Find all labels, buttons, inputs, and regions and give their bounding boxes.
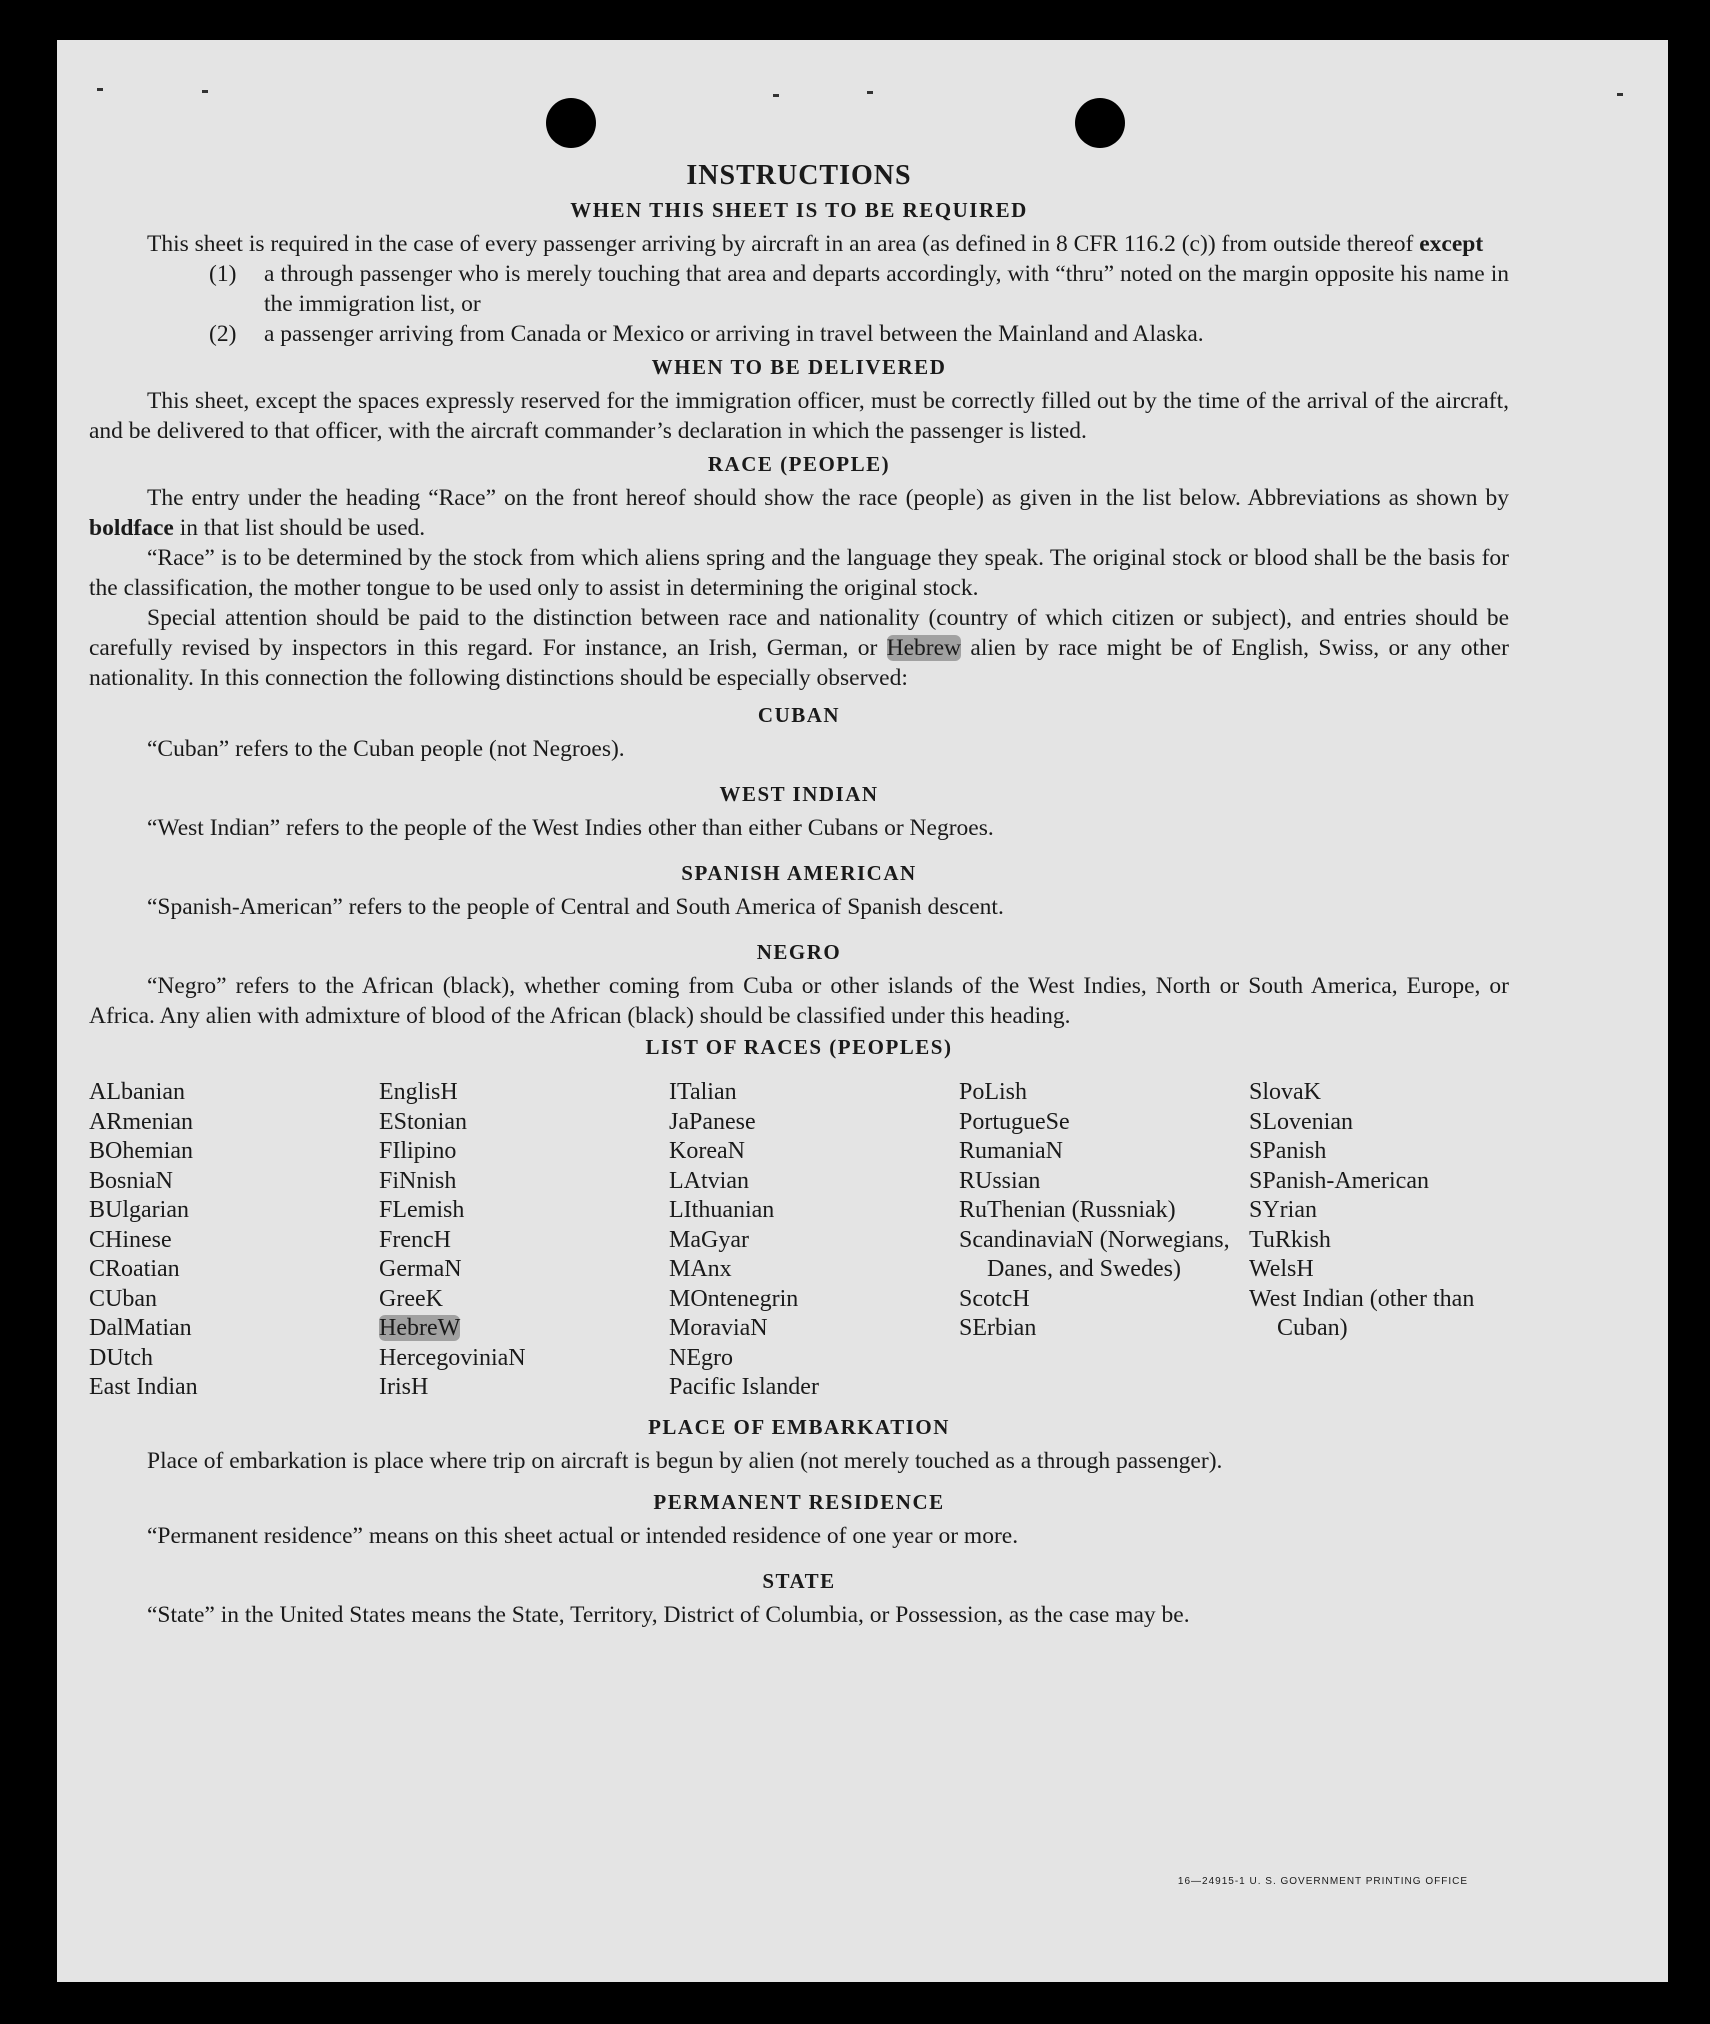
paragraph xyxy=(89,483,1509,543)
race-entry: RUssian xyxy=(959,1167,1041,1194)
race-entry: Pacific Islander xyxy=(669,1374,819,1400)
race-entry: RumaniaN xyxy=(959,1138,1063,1164)
text: This sheet is required in the case of every passenger arriving by aircraft in an area (as defined in 8 CFR 116.2 (c)) from outside thereof xyxy=(147,231,1420,257)
section-heading: STATE xyxy=(762,1568,836,1593)
race-entry: CHinese xyxy=(89,1226,172,1253)
speck xyxy=(773,94,779,97)
race-entry: NEgro xyxy=(669,1344,733,1371)
race-entry: IrisH xyxy=(379,1374,429,1400)
document-page xyxy=(57,40,1668,1982)
speck xyxy=(202,90,208,93)
race-entry: East Indian xyxy=(89,1374,198,1400)
race-entry: HercegoviniaN xyxy=(379,1344,526,1371)
smudged-word: HebreW xyxy=(379,1315,461,1341)
paragraph xyxy=(89,603,1509,693)
section-heading: WEST INDIAN xyxy=(719,782,879,806)
race-column xyxy=(89,1078,379,1403)
paragraph: This sheet, except the spaces expressly reserved for the immigration officer, must be correctly filled out by the time of the arrival of the aircraft, and be delivered to that officer, with the aircraft commander’s declaration in which the passenger is listed. xyxy=(89,388,1509,444)
race-entry: RuThenian (Russniak) xyxy=(959,1197,1176,1223)
text: Special attention should be paid to the distinction between race and nationality (country of which citizen or subject), and entries should be carefully revised by inspectors in this regard. For instance, an Irish, German, or xyxy=(89,605,1509,661)
section-heading: NEGRO xyxy=(756,940,842,964)
race-entry: SPanish xyxy=(1249,1138,1327,1164)
race-entry xyxy=(379,1314,669,1344)
race-entry: MOntenegrin xyxy=(669,1285,799,1312)
speck xyxy=(97,88,103,91)
paragraph: “Spanish-American” refers to the people of Central and South America of Spanish descent. xyxy=(147,894,1004,920)
item-number: (1) xyxy=(209,261,237,287)
paragraph: “Negro” refers to the African (black), whether coming from Cuba or other islands of the West Indies, North or South America, Europe, or Africa. Any alien with admixture of blood of the African (black) should be classified under this heading. xyxy=(89,973,1509,1029)
section-heading: PLACE OF EMBARKATION xyxy=(648,1414,950,1439)
page-title: INSTRUCTIONS xyxy=(686,160,912,191)
paragraph: “State” in the United States means the State, Territory, District of Columbia, or Possession, as the case may be. xyxy=(147,1601,1190,1628)
race-entry: TuRkish xyxy=(1249,1226,1331,1253)
paragraph: “West Indian” refers to the people of the West Indies other than either Cubans or Negroes. xyxy=(147,815,994,841)
item-text: a passenger arriving from Canada or Mexico or arriving in travel between the Mainland and Alaska. xyxy=(264,321,1204,347)
paragraph: Place of embarkation is place where trip on aircraft is begun by alien (not merely touched as a through passenger). xyxy=(147,1447,1223,1474)
race-entry: GreeK xyxy=(379,1285,443,1312)
race-column xyxy=(1249,1078,1509,1403)
speck xyxy=(1617,93,1623,96)
paragraph: “Cuban” refers to the Cuban people (not Negroes). xyxy=(147,736,625,762)
section-heading: RACE (PEOPLE) xyxy=(707,452,891,476)
race-entry: SErbian xyxy=(959,1315,1037,1341)
list-item xyxy=(89,259,1509,319)
paragraph xyxy=(89,229,1509,259)
race-entry: SYrian xyxy=(1249,1197,1317,1223)
race-entry: MoraviaN xyxy=(669,1315,768,1341)
race-entry: MAnx xyxy=(669,1256,732,1282)
race-entry: EStonian xyxy=(379,1108,467,1135)
race-entry: ARmenian xyxy=(89,1108,193,1135)
race-entry: EnglisH xyxy=(379,1079,458,1105)
punch-hole-right xyxy=(1075,98,1125,148)
list-heading: LIST OF RACES (PEOPLES) xyxy=(645,1035,953,1059)
race-entry: SLovenian xyxy=(1249,1108,1353,1135)
race-entry: West Indian (other than Cuban) xyxy=(1249,1285,1475,1341)
races-list xyxy=(89,1078,1509,1403)
item-number: (2) xyxy=(209,321,237,347)
section-heading: WHEN THIS SHEET IS TO BE REQUIRED xyxy=(570,198,1028,222)
race-entry: ITalian xyxy=(669,1079,737,1105)
text: The entry under the heading “Race” on the front hereof should show the race (people) as given in the list below. Abbreviations as shown by xyxy=(147,485,1509,511)
race-entry: SPanish-American xyxy=(1249,1167,1429,1194)
race-entry: BosniaN xyxy=(89,1167,173,1194)
race-entry: ScandinaviaN (Norwegians, Danes, and Swedes) xyxy=(959,1226,1230,1282)
text: alien by race might be of English, Swiss, or any other nationality. In this connection the following distinctions should be especially observed: xyxy=(89,635,1509,691)
section-heading: SPANISH AMERICAN xyxy=(681,861,917,885)
smudged-word: Hebrew xyxy=(886,635,962,661)
section-heading: CUBAN xyxy=(757,703,841,727)
race-entry: ScotcH xyxy=(959,1285,1030,1312)
race-entry: BOhemian xyxy=(89,1138,193,1164)
race-entry: FrencH xyxy=(379,1226,451,1253)
bold-text: boldface xyxy=(89,515,174,541)
race-entry: LIthuanian xyxy=(669,1197,775,1223)
race-entry: KoreaN xyxy=(669,1138,745,1164)
race-entry: FIlipino xyxy=(379,1138,457,1164)
race-column xyxy=(959,1078,1249,1403)
paragraph: “Race” is to be determined by the stock from which aliens spring and the language they speak. The original stock or blood shall be the basis for the classification, the mother tongue to be used only to assist in determining the original stock. xyxy=(89,545,1509,601)
bold-text: except xyxy=(1419,231,1484,257)
paragraph: “Permanent residence” means on this sheet actual or intended residence of one year or more. xyxy=(147,1522,1019,1549)
race-entry: PoLish xyxy=(959,1079,1028,1105)
race-entry: JaPanese xyxy=(669,1108,756,1135)
speck xyxy=(867,91,873,94)
race-entry: DalMatian xyxy=(89,1315,192,1341)
print-code: 16—24915-1 U. S. GOVERNMENT PRINTING OFFICE xyxy=(1177,1876,1468,1887)
race-entry: DUtch xyxy=(89,1344,153,1371)
section-heading: WHEN TO BE DELIVERED xyxy=(651,355,947,379)
text: in that list should be used. xyxy=(173,515,426,541)
punch-hole-left xyxy=(546,98,596,148)
race-column xyxy=(379,1078,669,1403)
race-entry: LAtvian xyxy=(669,1167,749,1194)
list-item xyxy=(89,319,1509,349)
race-entry: SlovaK xyxy=(1249,1079,1321,1105)
race-entry: CRoatian xyxy=(89,1256,180,1282)
race-entry: PortugueSe xyxy=(959,1108,1070,1135)
race-entry: MaGyar xyxy=(669,1226,749,1253)
race-entry: WelsH xyxy=(1249,1256,1314,1282)
race-entry: GermaN xyxy=(379,1256,462,1282)
race-entry: BUlgarian xyxy=(89,1197,189,1223)
race-entry: FLemish xyxy=(379,1197,465,1223)
item-text: a through passenger who is merely touching that area and departs accordingly, with “thru” noted on the margin opposite his name in the immigration list, or xyxy=(264,261,1509,317)
race-entry: CUban xyxy=(89,1285,157,1312)
race-entry: FiNnish xyxy=(379,1167,457,1194)
race-entry: ALbanian xyxy=(89,1079,185,1105)
race-column xyxy=(669,1078,959,1403)
instructions-content xyxy=(89,160,1509,1630)
section-heading: PERMANENT RESIDENCE xyxy=(653,1489,945,1514)
